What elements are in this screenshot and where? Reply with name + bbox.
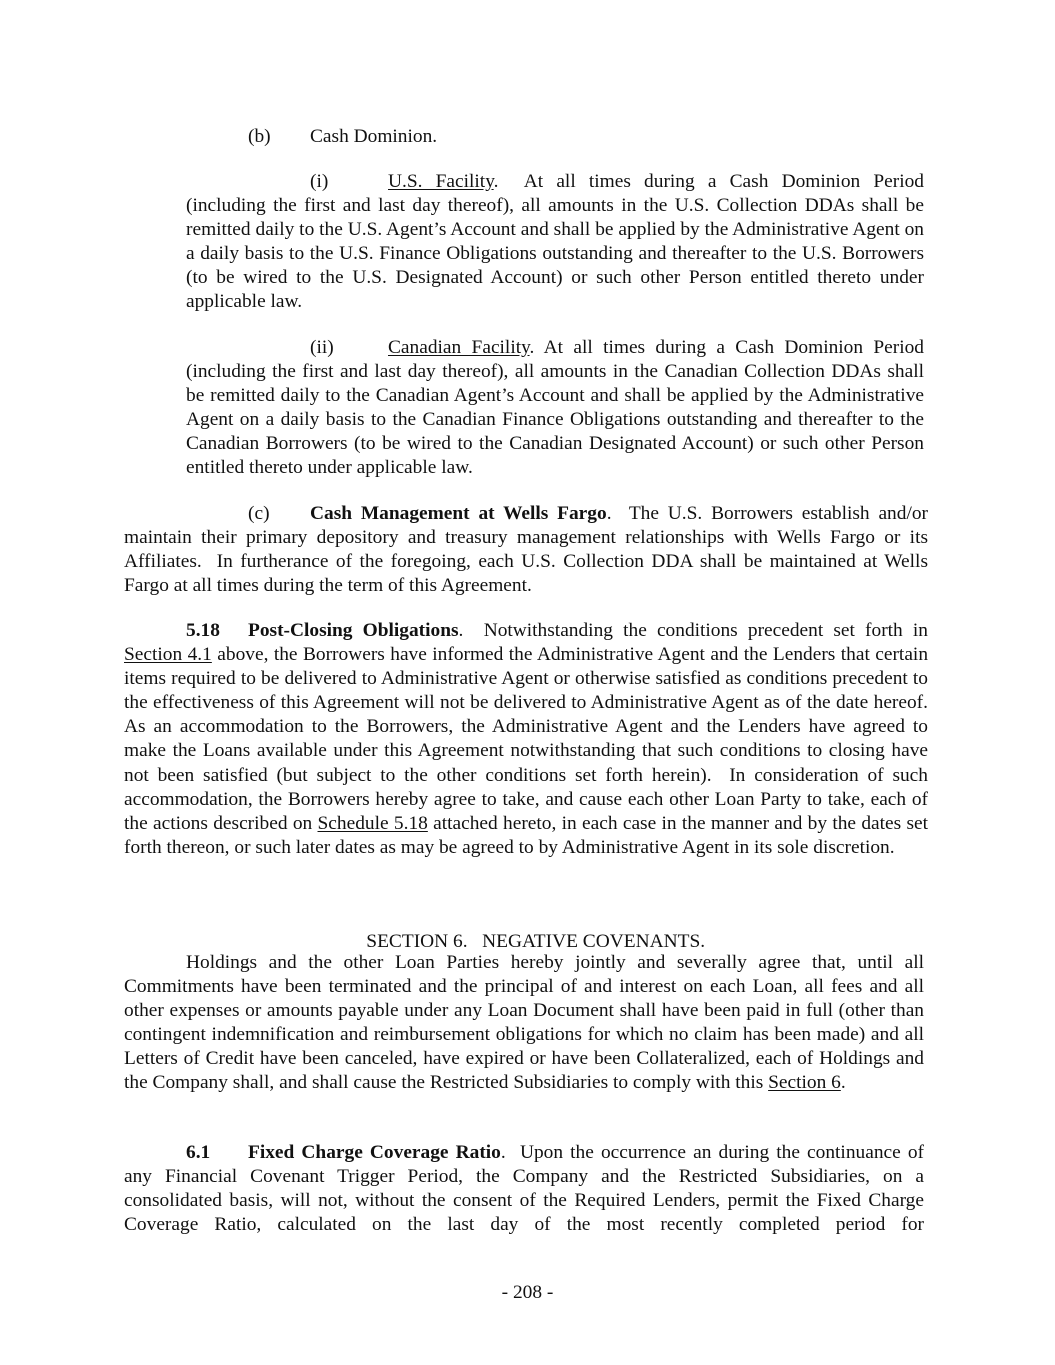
paragraph-b <box>248 125 928 149</box>
section-6-1-title-punct: . <box>500 1142 506 1163</box>
section-5-18-title-punct: . <box>458 620 464 641</box>
paragraph-c <box>124 502 933 598</box>
canadian-facility-text: At all times during a Cash Dominion Period (including the first and last day thereof), all amounts in the Canadian Collection DDAs shall be remitted daily to the Canadian Agent’s Account and shall be applied by the Administrative Agent on a daily basis to the Canadian Finance Obligations outstanding and thereafter to the Canadian Borrowers (to be wired to the Canadian Designated Account) or such other Person entitled thereto under applicable law. <box>186 337 929 479</box>
paragraph-b-label: (b) <box>248 126 271 147</box>
canadian-facility-title-punct: . <box>529 337 535 358</box>
cash-management-text: The U.S. Borrowers establish and/or maintain their primary depository and treasury management relationships with Wells Fargo or its Affiliates. In furtherance of the foregoing, each U.S. Collection DDA shall be maintained at Wells Fargo at all times during the term of this Agreement. <box>124 503 933 597</box>
section-5-18 <box>124 619 938 860</box>
section-5-18-text-2: above, the Borrowers have informed the Administrative Agent and the Lenders that certain items required to be delivered to Administrative Agent or otherwise satisfied as conditions precedent to the effectiveness of this Agreement will not be delivered to Administrative Agent as of the date hereof. As an accommodation to the Borrowers, the Administrative Agent and the Lenders have agreed to make the Loans available under this Agreement notwithstanding that such conditions to closing have not been satisfied (but subject to the other conditions set forth herein). In consideration of such accommodation, the Borrowers hereby agree to take, and cause each other Loan Party to take, each of the actions described on <box>124 644 938 834</box>
section-6-1-text: Upon the occurrence an during the continuance of any Financial Covenant Trigger Period, the Company and the Restricted Subsidiaries, on a consolidated basis, will not, without the consent of the Required Lenders, permit the Fixed Charge Coverage Ratio, calculated on the last day of the most recently completed period for <box>124 1142 929 1236</box>
section-6-1-number: 6.1 <box>186 1142 211 1163</box>
section-6-1 <box>124 1141 929 1237</box>
cash-management-title-punct: . <box>606 503 612 524</box>
us-facility-title-punct: . <box>493 171 499 192</box>
page-number: - 208 - <box>501 1282 554 1303</box>
section-5-18-number: 5.18 <box>186 620 220 641</box>
section-6-heading-text: SECTION 6. NEGATIVE COVENANTS. <box>366 931 706 953</box>
schedule-5-18-reference: Schedule 5.18 <box>317 812 428 834</box>
paragraph-b-ii <box>186 336 929 481</box>
us-facility-title: U.S. Facility <box>388 171 494 192</box>
section-5-18-text-3: attached hereto, in each case in the manner and by the dates set forth thereon, or such later dates as may be agreed to by Administrative Agent in its sole discretion. <box>124 812 929 858</box>
section-6-intro <box>124 951 924 1096</box>
section-6-1-title: Fixed Charge Coverage Ratio <box>248 1142 501 1163</box>
paragraph-b-heading: Cash Dominion. <box>310 126 438 147</box>
us-facility-text: At all times during a Cash Dominion Period (including the first and last day thereof), all amounts in the U.S. Collection DDAs shall be remitted daily to the U.S. Agent’s Account and shall be applied by the Administrative Agent on a daily basis to the U.S. Finance Obligations outstanding and thereafter to the U.S. Borrowers (to be wired to the U.S. Designated Account) or such other Person entitled thereto under applicable law. <box>186 171 929 313</box>
section-6-reference: Section 6 <box>768 1072 841 1094</box>
section-6-intro-text-2: . <box>840 1072 846 1094</box>
section-5-18-title: Post-Closing Obligations <box>248 620 459 641</box>
section-6-intro-text-1: Holdings and the other Loan Parties hereby jointly and severally agree that, until all Commitments have been terminated and the principal of and interest on each Loan, all fees and all other expenses or amounts payable under any Loan Document shall have been paid in full (other than contingent indemnification and reimbursement obligations for which no claim has been made) and all Letters of Credit have been canceled, have expired or have been Collateralized, each of Holdings and the Company shall, and shall cause the Restricted Subsidiaries to comply with this <box>124 952 924 1094</box>
section-4-1-reference: Section 4.1 <box>124 644 212 666</box>
paragraph-c-label: (c) <box>248 503 270 524</box>
canadian-facility-title: Canadian Facility <box>388 337 530 358</box>
section-5-18-text-1: Notwithstanding the conditions precedent set forth in <box>463 620 933 641</box>
cash-management-title: Cash Management at Wells Fargo <box>310 503 607 524</box>
paragraph-b-i <box>186 170 929 315</box>
paragraph-b-ii-label: (ii) <box>310 337 334 358</box>
paragraph-b-i-label: (i) <box>310 171 329 192</box>
